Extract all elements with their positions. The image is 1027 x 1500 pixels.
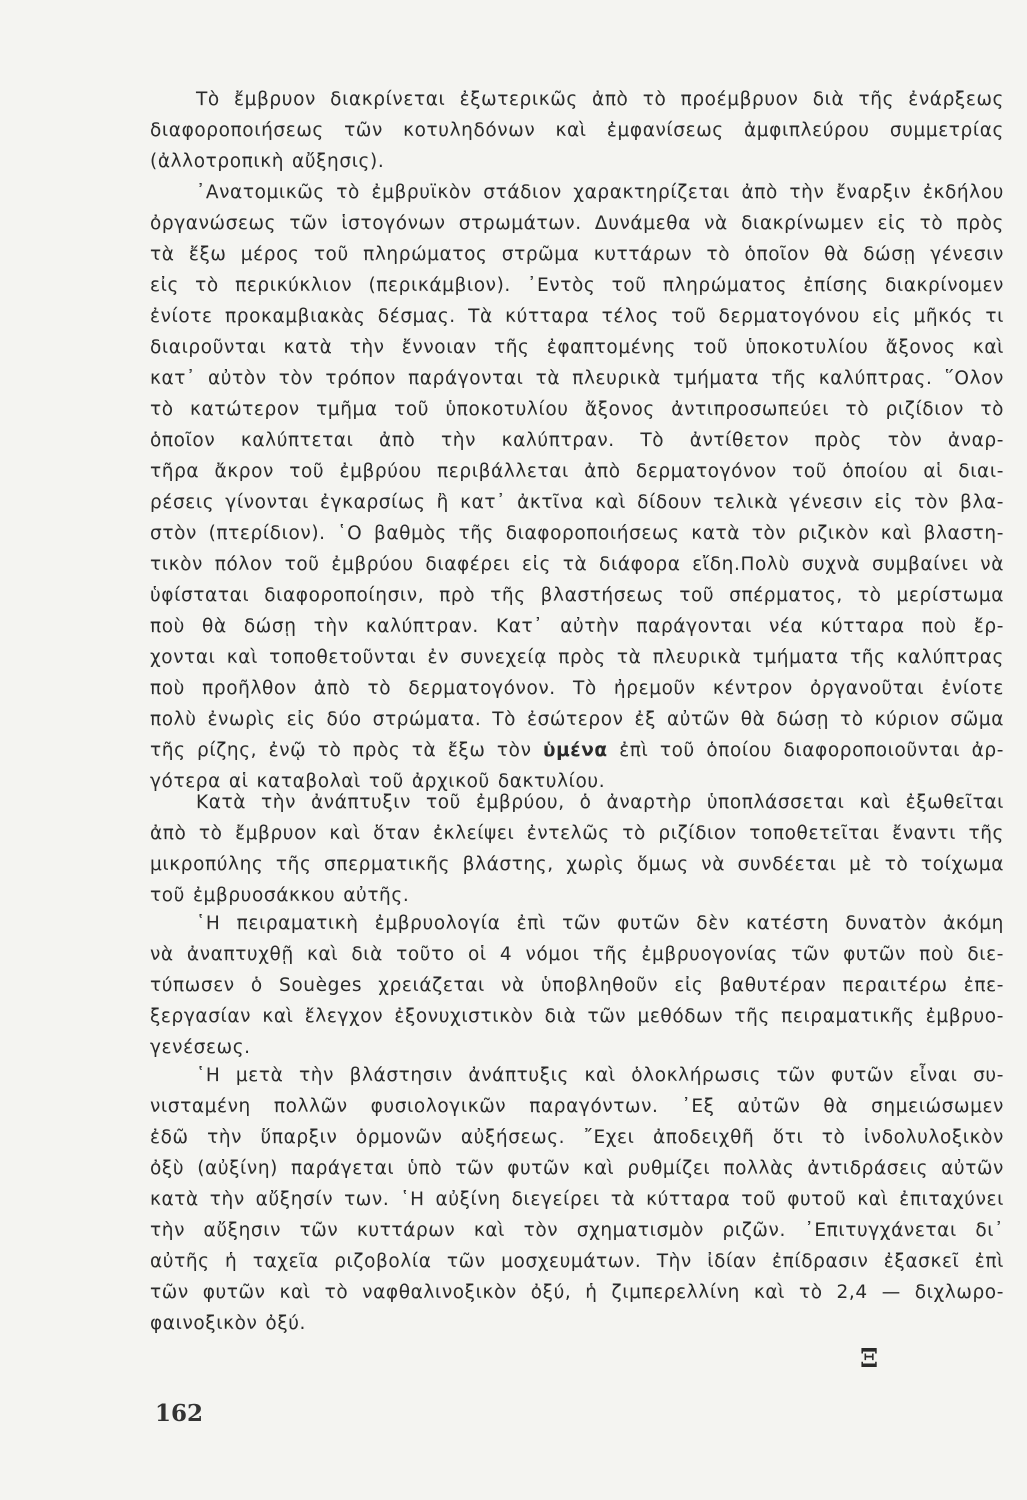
text-line: μικροπύλης τῆς σπερματικῆς βλάστης, χωρὶς ὅμως νὰ συνδέεται μὲ τὸ τοίχωμα bbox=[150, 854, 1004, 875]
text-line: ρέσεις γίνονται ἐγκαρσίως ἢ κατ᾿ ἀκτῖνα καὶ δίδουν τελικὰ γένεσιν εἰς τὸν βλα- bbox=[150, 492, 1004, 513]
paragraph-2 bbox=[150, 177, 1004, 797]
text-line: νισταμένη πολλῶν φυσιολογικῶν παραγόντων. ᾿Εξ αὐτῶν θὰ σημειώσωμεν bbox=[150, 1096, 1004, 1117]
text-line: ὁποῖον καλύπτεται ἀπὸ τὴν καλύπτραν. Τὸ ἀντίθετον πρὸς τὸν ἀναρ- bbox=[150, 430, 1004, 451]
text-line: γότερα αἱ καταβολαὶ τοῦ ἀρχικοῦ δακτυλίου. bbox=[150, 771, 606, 792]
margin-mark: Ξ bbox=[860, 1344, 879, 1374]
text-line: τὴν αὔξησιν τῶν κυττάρων καὶ τὸν σχηματισμὸν ριζῶν. ᾿Επιτυγχάνεται δι᾿ bbox=[150, 1220, 1004, 1241]
text-line: χονται καὶ τοποθετοῦνται ἐν συνεχείᾳ πρὸς τὰ πλευρικὰ τμήματα τῆς καλύπτρας bbox=[150, 647, 1004, 668]
paragraph-5 bbox=[150, 1060, 1004, 1339]
text-line: Κατὰ τὴν ἀνάπτυξιν τοῦ ἐμβρύου, ὁ ἀναρτὴρ ὑποπλάσσεται καὶ ἐξωθεῖται bbox=[196, 792, 1004, 813]
text-line: ῾Η μετὰ τὴν βλάστησιν ἀνάπτυξις καὶ ὁλοκλήρωσις τῶν φυτῶν εἶναι συ- bbox=[196, 1065, 1004, 1086]
text-line: τὰ ἔξω μέρος τοῦ πληρώματος στρῶμα κυττάρων τὸ ὁποῖον θὰ δώσῃ γένεσιν bbox=[150, 244, 1004, 265]
text-line: στὸν (πτερίδιον). ῾Ο βαθμὸς τῆς διαφοροποιήσεως κατὰ τὸν ριζικὸν καὶ βλαστη- bbox=[150, 523, 1004, 544]
text-line: κατὰ τὴν αὔξησίν των. ῾Η αὐξίνη διεγείρει τὰ κύτταρα τοῦ φυτοῦ καὶ ἐπιταχύνει bbox=[150, 1189, 1004, 1210]
text-line: τῆρα ἄκρον τοῦ ἐμβρύου περιβάλλεται ἀπὸ δερματογόνον τοῦ ὁποίου αἱ διαι- bbox=[150, 461, 1004, 482]
text-line: ὀργανώσεως τῶν ἱστογόνων στρωμάτων. Δυνάμεθα νὰ διακρίνωμεν εἰς τὸ πρὸς bbox=[150, 213, 1004, 234]
text-line: διαιροῦνται κατὰ τὴν ἔννοιαν τῆς ἐφαπτομένης τοῦ ὑποκοτυλίου ἄξονος καὶ bbox=[150, 337, 1004, 358]
text-line: τὸ κατώτερον τμῆμα τοῦ ὑποκοτυλίου ἄξονος ἀντιπροσωπεύει τὸ ριζίδιον τὸ bbox=[150, 399, 1004, 420]
text-line: αὐτῆς ἡ ταχεῖα ριζοβολία τῶν μοσχευμάτων. Τὴν ἰδίαν ἐπίδρασιν ἐξασκεῖ ἐπὶ bbox=[150, 1251, 1004, 1272]
text-line: (ἀλλοτροπικὴ αὔξησις). bbox=[150, 151, 385, 172]
text-run: τῆς ρίζης, ἐνῷ τὸ πρὸς τὰ ἔξω τὸν bbox=[150, 740, 532, 761]
text-line: γενέσεως. bbox=[150, 1037, 251, 1058]
text-line: ἐδῶ τὴν ὕπαρξιν ὁρμονῶν αὐξήσεως. ῎Εχει ἀποδειχθῆ ὅτι τὸ ἰνδολυλοξικὸν bbox=[150, 1127, 1004, 1148]
text-line: τῶν φυτῶν καὶ τὸ ναφθαλινοξικὸν ὀξύ, ἡ ζιμπερελλίνη καὶ τὸ 2,4 — διχλωρο- bbox=[150, 1282, 1004, 1303]
text-line-with-bold bbox=[150, 735, 1004, 766]
text-line: τικὸν πόλον τοῦ ἐμβρύου διαφέρει εἰς τὰ διάφορα εἴδη.Πολὺ συχνὰ συμβαίνει νὰ bbox=[150, 554, 1004, 575]
text-line: νὰ ἀναπτυχθῇ καὶ διὰ τοῦτο οἱ 4 νόμοι τῆς ἐμβρυογονίας τῶν φυτῶν ποὺ διε- bbox=[150, 944, 1004, 965]
text-line: ἐνίοτε προκαμβιακὰς δέσμας. Τὰ κύτταρα τέλος τοῦ δερματογόνου εἰς μῆκός τι bbox=[150, 306, 1004, 327]
text-line: ᾿Ανατομικῶς τὸ ἐμβρυϊκὸν στάδιον χαρακτηρίζεται ἀπὸ τὴν ἔναρξιν ἐκδήλου bbox=[196, 182, 1004, 203]
text-line: ξεργασίαν καὶ ἔλεγχον ἐξονυχιστικὸν διὰ τῶν μεθόδων τῆς πειραματικῆς ἐμβρυο- bbox=[150, 1006, 1004, 1027]
text-line: ποὺ προῆλθον ἀπὸ τὸ δερματογόνον. Τὸ ἠρεμοῦν κέντρον ὀργανοῦται ἐνίοτε bbox=[150, 678, 1004, 699]
text-line: ἀπὸ τὸ ἔμβρυον καὶ ὅταν ἐκλείψει ἐντελῶς τὸ ριζίδιον τοποθετεῖται ἔναντι τῆς bbox=[150, 823, 1004, 844]
paragraph-1 bbox=[150, 84, 1004, 177]
text-line: πολὺ ἐνωρὶς εἰς δύο στρώματα. Τὸ ἐσώτερον ἐξ αὐτῶν θὰ δώσῃ τὸ κύριον σῶμα bbox=[150, 709, 1004, 730]
paragraph-3 bbox=[150, 787, 1004, 911]
text-line: διαφοροποιήσεως τῶν κοτυληδόνων καὶ ἐμφανίσεως ἀμφιπλεύρου συμμετρίας bbox=[150, 120, 1004, 141]
text-line: ποὺ θὰ δώσῃ τὴν καλύπτραν. Κατ᾿ αὐτὴν παράγονται νέα κύτταρα ποὺ ἔρ- bbox=[150, 616, 1004, 637]
text-line: εἰς τὸ περικύκλιον (περικάμβιον). ᾿Εντὸς τοῦ πληρώματος ἐπίσης διακρίνομεν bbox=[150, 275, 1004, 296]
bold-term: ὑμένα bbox=[543, 740, 608, 761]
text-line: τοῦ ἐμβρυοσάκκου αὐτῆς. bbox=[150, 885, 410, 906]
text-line: Τὸ ἔμβρυον διακρίνεται ἐξωτερικῶς ἀπὸ τὸ προέμβρυον διὰ τῆς ἐνάρξεως bbox=[196, 89, 1004, 110]
text-run: ἐπὶ τοῦ ὁποίου διαφοροποιοῦνται ἀρ- bbox=[619, 740, 1004, 761]
text-line: ὑφίσταται διαφοροποίησιν, πρὸ τῆς βλαστήσεως τοῦ σπέρματος, τὸ μερίστωμα bbox=[150, 585, 1004, 606]
page-number: 162 bbox=[155, 1400, 204, 1427]
text-line: ὀξὺ (αὐξίνη) παράγεται ὑπὸ τῶν φυτῶν καὶ ρυθμίζει πολλὰς ἀντιδράσεις αὐτῶν bbox=[150, 1158, 1004, 1179]
paragraph-4 bbox=[150, 908, 1004, 1063]
text-line: κατ᾿ αὐτὸν τὸν τρόπον παράγονται τὰ πλευρικὰ τμήματα τῆς καλύπτρας. ῞Ολον bbox=[150, 368, 1004, 389]
text-line: ῾Η πειραματικὴ ἐμβρυολογία ἐπὶ τῶν φυτῶν δὲν κατέστη δυνατὸν ἀκόμη bbox=[196, 913, 1004, 934]
text-line: φαινοξικὸν ὀξύ. bbox=[150, 1313, 307, 1334]
text-line: τύπωσεν ὁ Souèges χρειάζεται νὰ ὑποβληθοῦν εἰς βαθυτέραν περαιτέρω ἐπε- bbox=[150, 975, 1004, 996]
